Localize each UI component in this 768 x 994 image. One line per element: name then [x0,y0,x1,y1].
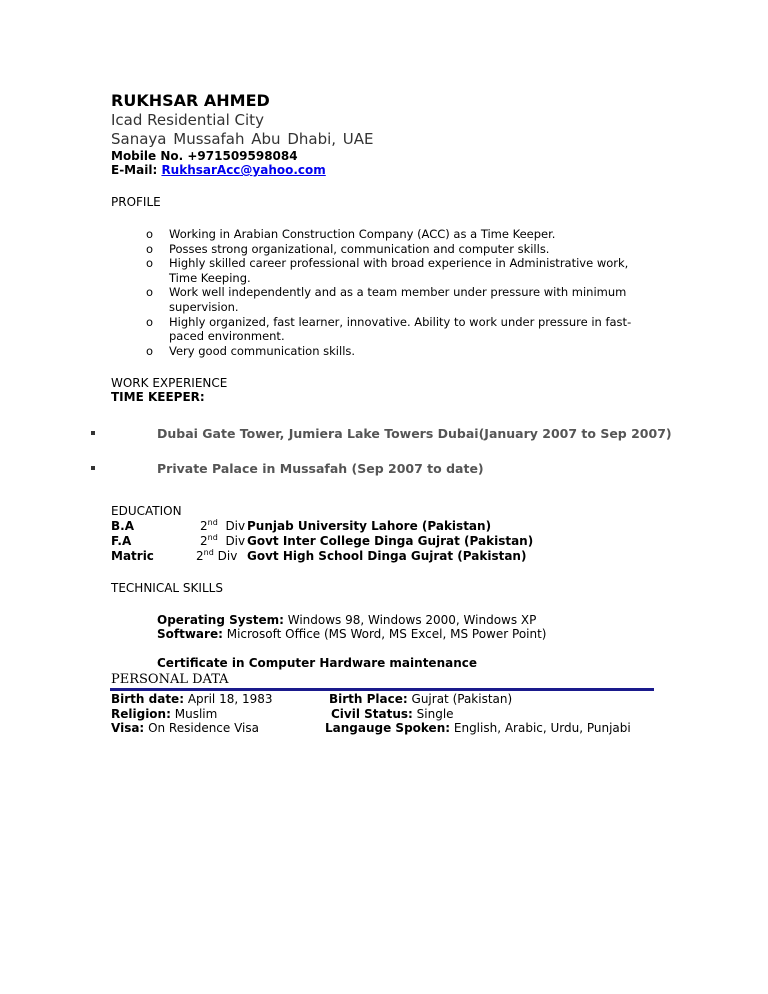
software-line [157,627,546,641]
bullet-marker: o [146,314,154,329]
visa-line [111,721,259,735]
os-value: Windows 98, Windows 2000, Windows XP [287,613,537,627]
profile-heading: PROFILE [111,195,161,209]
division-number: 2 [200,519,208,533]
division-suffix: nd [203,548,214,557]
degree-name: Matric [111,549,154,563]
square-bullet-icon [91,466,95,470]
job-item: Dubai Gate Tower, Jumiera Lake Towers Dubai(January 2007 to Sep 2007) [157,426,672,441]
religion-value: Muslim [174,707,218,721]
institution-name: Govt High School Dinga Gujrat (Pakistan) [247,549,527,563]
square-bullet-icon [91,431,95,435]
civil-status-label: Civil Status: [331,707,413,721]
birth-place-label: Birth Place: [329,692,408,706]
profile-item [146,242,646,257]
candidate-name: RUKHSAR AHMED [111,91,270,110]
profile-item-text: Highly skilled career professional with broad experience in Administrative work, Time Keeping. [169,256,629,285]
address-line-2: Sanaya Mussafah Abu Dhabi, UAE [111,130,374,148]
division [200,519,245,533]
visa-value: On Residence Visa [148,721,259,735]
software-value: Microsoft Office (MS Word, MS Excel, MS Power Point) [226,627,547,641]
birth-date-line [111,692,273,706]
religion-line [111,707,217,721]
degree-name: F.A [111,534,132,548]
institution-name: Govt Inter College Dinga Gujrat (Pakistan) [247,534,534,548]
bullet-marker: o [146,227,154,241]
bullet-marker: o [146,256,154,271]
language-value: English, Arabic, Urdu, Punjabi [453,721,631,735]
birth-place-line [329,692,512,706]
email-link[interactable]: RukhsarAcc@yahoo.com [161,163,326,177]
job-item: Private Palace in Mussafah (Sep 2007 to date) [157,461,484,476]
bullet-marker: o [146,343,154,358]
division [196,549,237,563]
division-word: Div [217,549,238,563]
division-number: 2 [196,549,204,563]
work-heading: WORK EXPERIENCE [111,376,228,390]
language-label: Langauge Spoken: [325,721,451,735]
degree-name: B.A [111,519,134,533]
birth-place-value: Gujrat (Pakistan) [411,692,513,706]
religion-label: Religion: [111,707,171,721]
section-rule [110,688,654,691]
profile-item [146,227,646,242]
mobile-label: Mobile No. [111,149,184,163]
bullet-marker: o [146,285,154,300]
division-word: Div [225,534,246,548]
division-suffix: nd [207,533,218,542]
software-label: Software: [157,627,223,641]
birth-date-label: Birth date: [111,692,184,706]
mobile-value: +971509598084 [187,149,298,163]
division-number: 2 [200,534,208,548]
address-line-1: Icad Residential City [111,111,264,129]
birth-date-value: April 18, 1983 [187,692,273,706]
os-line [157,613,536,627]
profile-item [146,344,646,359]
profile-item-text: Highly organized, fast learner, innovative. Ability to work under pressure in fast-paced environment. [169,314,632,344]
personal-heading: PERSONAL DATA [111,672,229,687]
skills-heading: TECHNICAL SKILLS [111,581,223,595]
education-heading: EDUCATION [111,504,182,518]
profile-item [146,285,646,314]
email-line [111,163,326,177]
division-word: Div [225,519,246,533]
language-line [325,721,631,735]
division-suffix: nd [207,518,218,527]
profile-item [146,256,646,285]
work-subheading: TIME KEEPER: [111,390,205,404]
profile-item-text: Work well independently and as a team member under pressure with minimum supervision. [169,285,627,314]
profile-item-text: Very good communication skills. [169,343,356,358]
civil-status-value: Single [416,707,454,721]
bullet-marker: o [146,241,154,256]
profile-item-text: Working in Arabian Construction Company (ACC) as a Time Keeper. [169,227,556,241]
profile-item [146,315,646,344]
division [200,534,245,548]
profile-list [146,227,646,358]
civil-status-line [331,707,454,721]
mobile-line [111,149,298,163]
institution-name: Punjab University Lahore (Pakistan) [247,519,492,533]
certificate-line: Certificate in Computer Hardware maintenance [157,656,477,670]
email-label: E-Mail: [111,163,158,177]
visa-label: Visa: [111,721,145,735]
profile-item-text: Posses strong organizational, communication and computer skills. [169,241,550,256]
os-label: Operating System: [157,613,284,627]
